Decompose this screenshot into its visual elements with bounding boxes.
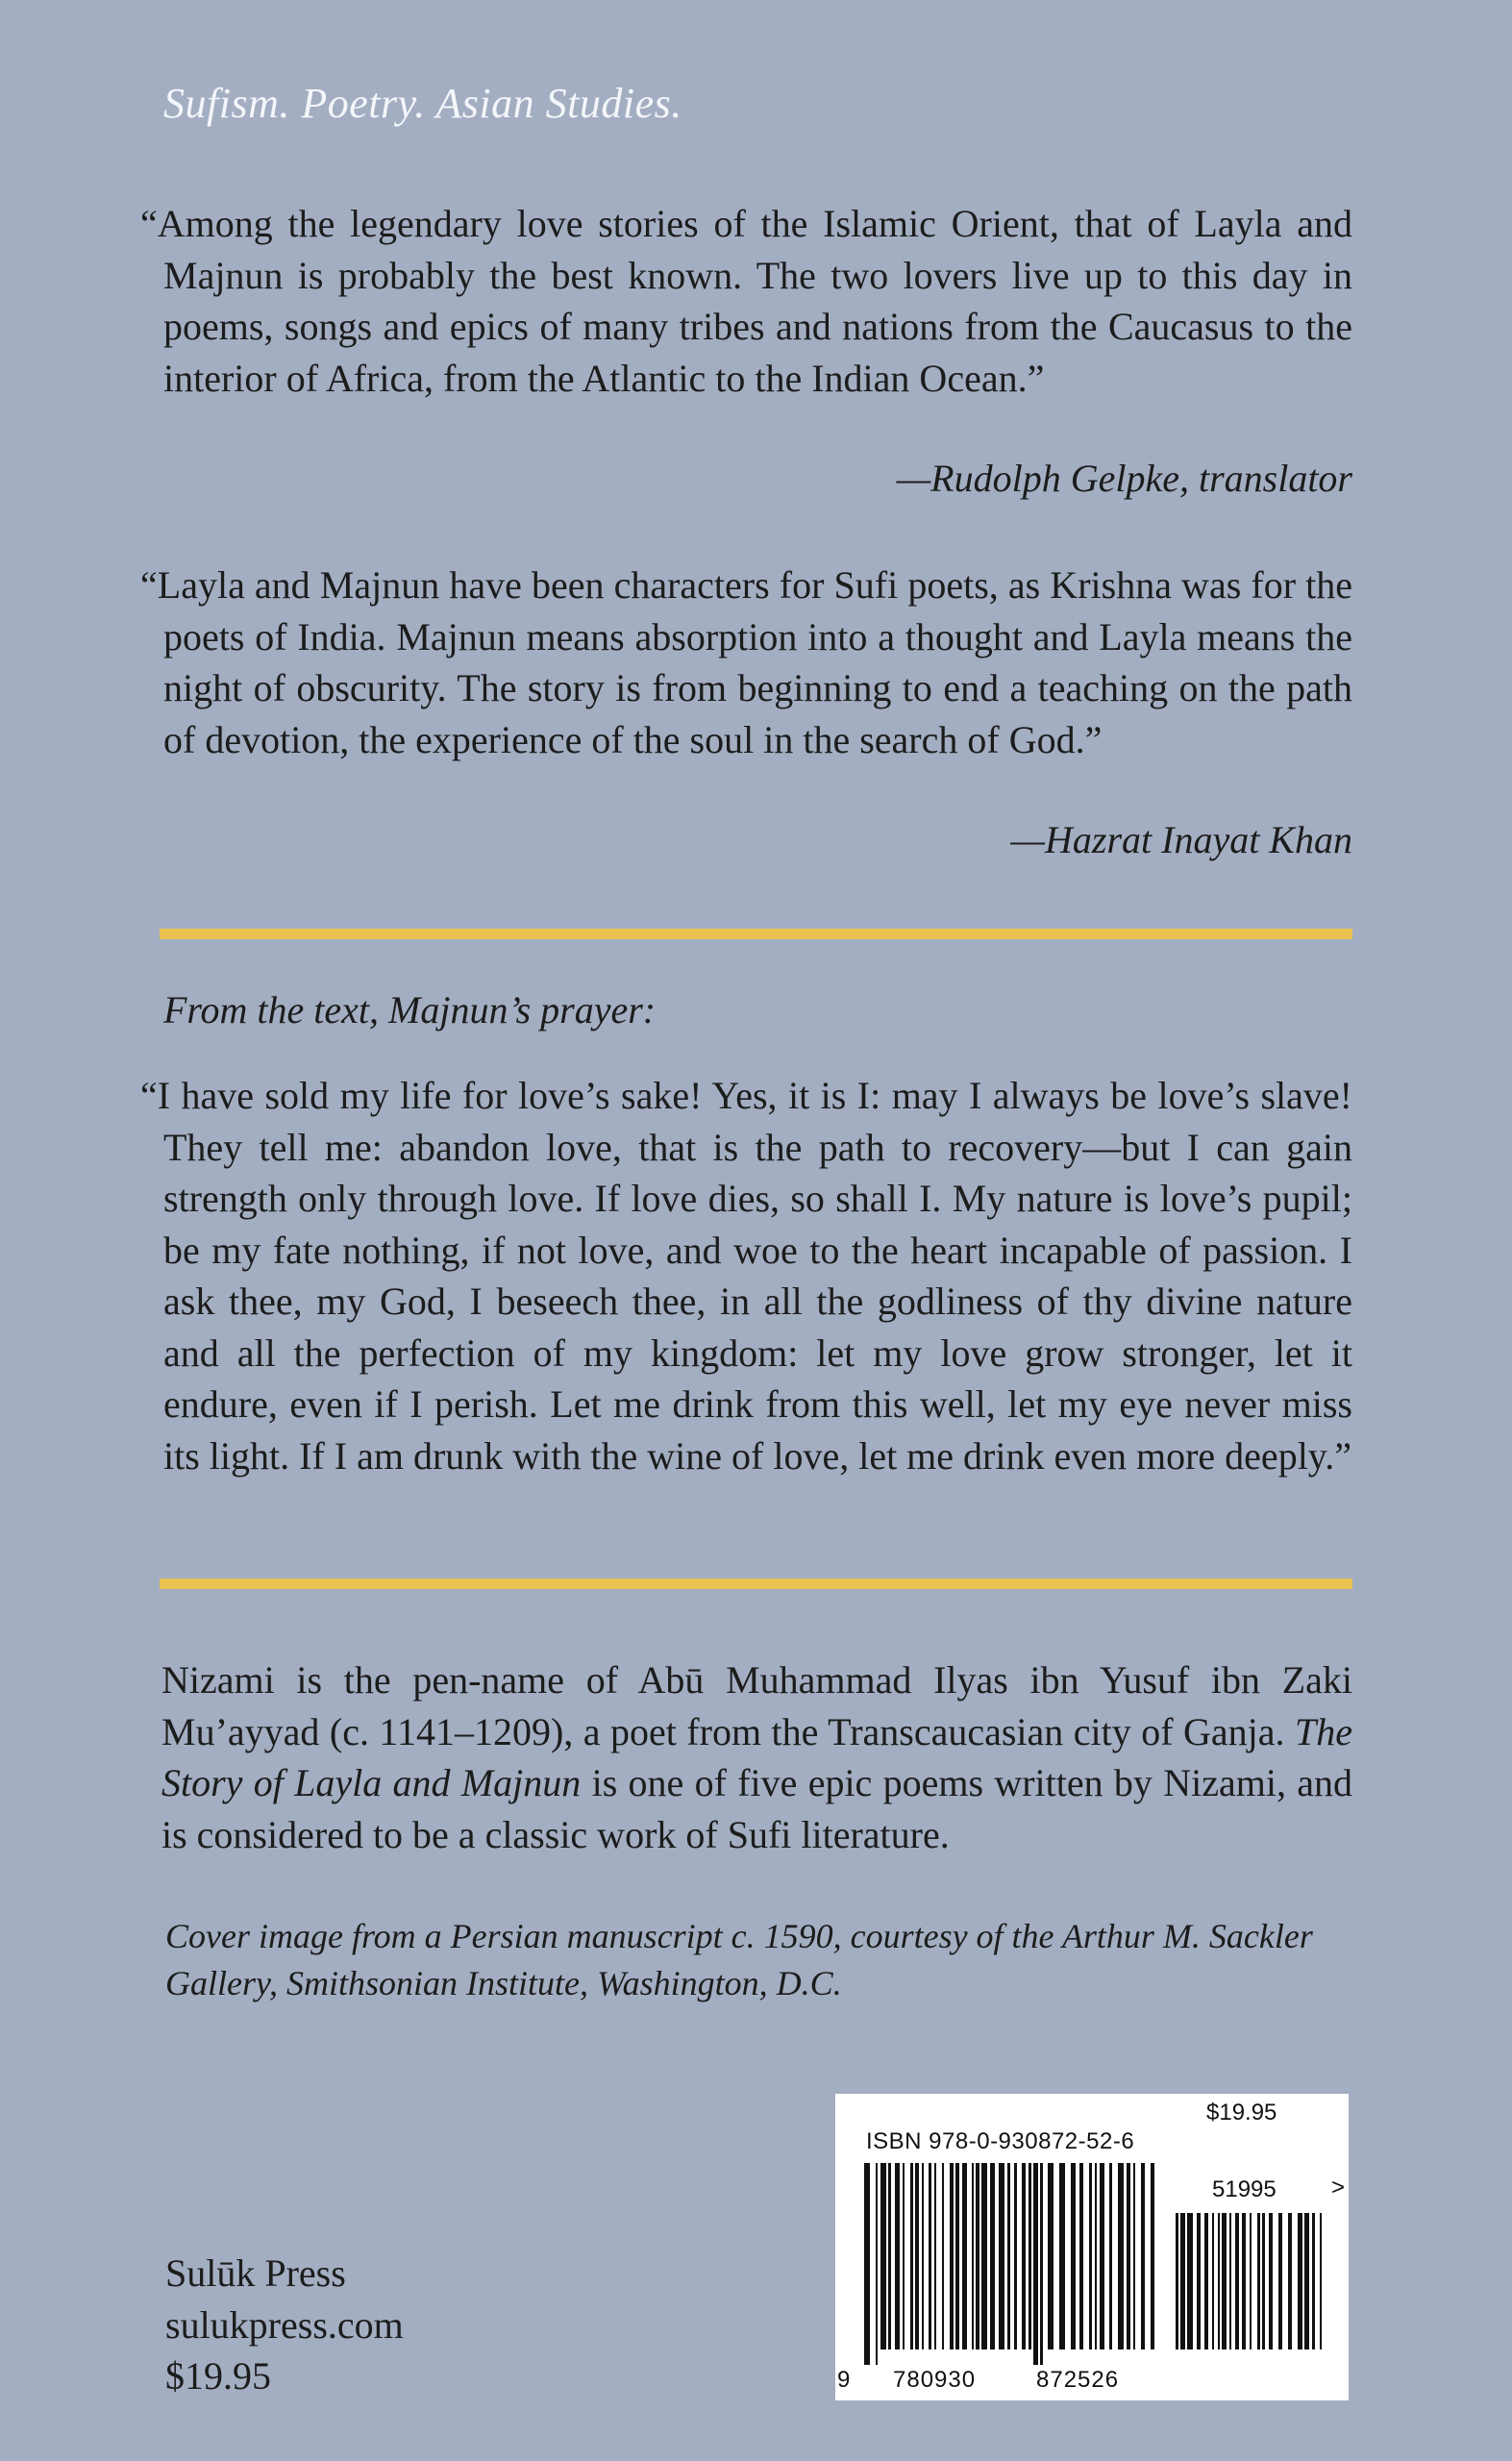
barcode-bar [1229,2213,1231,2349]
barcode-bar [864,2163,870,2365]
barcode-bar [1222,2213,1227,2349]
barcode-bar [1312,2213,1315,2349]
barcode-bar [1118,2163,1124,2349]
barcode-bar [1007,2163,1010,2349]
barcode-bar [1022,2163,1026,2349]
barcode-bar [976,2163,979,2349]
barcode-bar [1071,2163,1076,2349]
addon-barcode-bars [1176,2213,1325,2365]
barcode-bar [955,2163,959,2349]
barcode-bar [972,2163,974,2349]
barcode-bar [895,2163,900,2349]
quote-text: Among the legendary love stories of the Islamic Orient, that of Layla and Majnun is probably the best known. The two lovers live up to this day in poems, songs and epics of many tribes and nations from the Caucasus to the interior of Africa, from the Atlantic to the Indian Ocean.” [157,202,1352,400]
bio-text: Nizami is the pen-name of Abū Muhammad Ilyas ibn Yusuf ibn Zaki Mu’ayyad (c. 1141–1209), a poet from the Transcaucasian city of Ganja. [161,1658,1352,1753]
barcode-bar [1089,2163,1092,2349]
barcode-digits-left: 780930 [893,2367,977,2393]
barcode-addon-number: 51995 [1212,2176,1277,2202]
barcode-bar [1176,2213,1178,2349]
author-bio [161,1654,1352,1860]
barcode-box [835,2094,1349,2400]
barcode-bar [934,2163,936,2349]
publisher-price: $19.95 [165,2354,271,2398]
barcode-bar [1127,2163,1130,2349]
barcode-bar [999,2163,1004,2349]
barcode-arrow: > [1331,2175,1346,2200]
barcode-bar [1048,2163,1053,2349]
barcode-bar [1257,2213,1260,2349]
publisher-website: sulukpress.com [165,2302,404,2347]
barcode-bar [880,2163,886,2349]
barcode-bar [1320,2213,1322,2349]
barcode-bar [929,2163,931,2349]
barcode-bar [1180,2213,1185,2349]
quote-gelpke [140,198,1352,404]
barcode-bar [1262,2213,1265,2349]
prayer-text: I have sold my life for love’s sake! Yes, it is I: may I always be love’s slave! They tell me: abandon love, that is the path to recovery—but I can gain strength only through love. If love dies, so shall I. My nature is love’s pupil; be my fate nothing, if not love, and woe to the heart incapable of passion. I ask thee, my God, I beseech thee, in all the godliness of thy divine nature and all the perfection of my kingdom: let my love grow stronger, let it endure, even if I perish. Let me drink from this well, let my eye never miss its light. If I am drunk with the wine of love, let me drink even more deeply.” [157,1074,1352,1478]
barcode-bar [1109,2163,1112,2349]
barcode-bar [922,2163,924,2349]
barcode-digits-right: 872526 [1036,2367,1120,2393]
prayer-quote [140,1070,1352,1481]
barcode-bar [1187,2213,1193,2349]
barcode-bar [1133,2163,1135,2349]
publisher-name: Sulūk Press [165,2251,346,2295]
barcode-bar [1235,2213,1239,2349]
barcode-bar [1141,2163,1145,2349]
divider-rule [160,1579,1352,1589]
barcode-bar [1218,2213,1220,2349]
quote-inayat-khan [140,559,1352,765]
quote-open-mark: “ [140,1074,158,1117]
barcode-bar [962,2163,967,2349]
barcode-bar [915,2163,919,2349]
barcode-bar [1278,2213,1282,2349]
quote-open-mark: “ [140,202,158,245]
cover-image-credit: Cover image from a Persian manuscript c. 1590, courtesy of the Arthur M. Sackler Gallery, Smithsonian Institute, Washington, D.C. [165,1917,1313,2002]
bio-text: is one of five epic poems written by Nizami, and is considered to be a classic work of Sufi literature. [161,1761,1353,1856]
barcode-bar [1204,2213,1208,2349]
book-title: The Story of Layla and Majnun [161,1709,1352,1804]
barcode-bar [1197,2213,1201,2349]
barcode-bar [981,2163,987,2349]
prayer-intro: From the text, Majnun’s prayer: [163,988,657,1032]
barcode-bar [1269,2213,1273,2349]
divider-rule [160,929,1352,939]
barcode-digit-lead: 9 [837,2367,851,2393]
quote-open-mark: “ [140,563,158,607]
barcode-bar [903,2163,905,2349]
barcode-bar [1242,2213,1246,2349]
barcode-bar [1095,2163,1097,2349]
publisher-info [165,2248,404,2402]
barcode-bar [1040,2163,1043,2365]
barcode-bar [942,2163,944,2349]
barcode-bar [1250,2213,1252,2349]
isbn-label: ISBN 978-0-930872-52-6 [866,2128,1135,2154]
barcode-bar [1304,2213,1309,2349]
barcode-bar [1079,2163,1083,2349]
barcode-bar [1212,2213,1214,2349]
barcode-bar [1151,2163,1154,2349]
barcode-bar [876,2163,878,2365]
quote-text: Layla and Majnun have been characters for Sufi poets, as Krishna was for the poets of India. Majnun means absorption into a thought and Layla means the night of obscurity. The story is from beginning to end a teaching on the path of devotion, the experience of the soul in the search of God.” [157,563,1352,761]
subject-categories: Sufism. Poetry. Asian Studies. [163,80,682,127]
barcode-bar [1059,2163,1065,2349]
barcode-bar [888,2163,891,2349]
quote-attribution-inayat-khan: —Hazrat Inayat Khan [1010,818,1352,861]
quote-attribution-gelpke: —Rudolph Gelpke, translator [896,457,1352,500]
barcode-bar [1288,2213,1292,2349]
barcode-bar [950,2163,954,2349]
ean-barcode-bars [864,2163,1162,2365]
barcode-bar [990,2163,995,2349]
barcode-bar [1298,2213,1302,2349]
barcode-bar [1014,2163,1017,2349]
barcode-bar [1029,2163,1031,2349]
barcode-bar [910,2163,913,2349]
barcode-bar [1033,2163,1038,2365]
barcode-price: $19.95 [1206,2100,1277,2125]
barcode-bar [1100,2163,1104,2349]
